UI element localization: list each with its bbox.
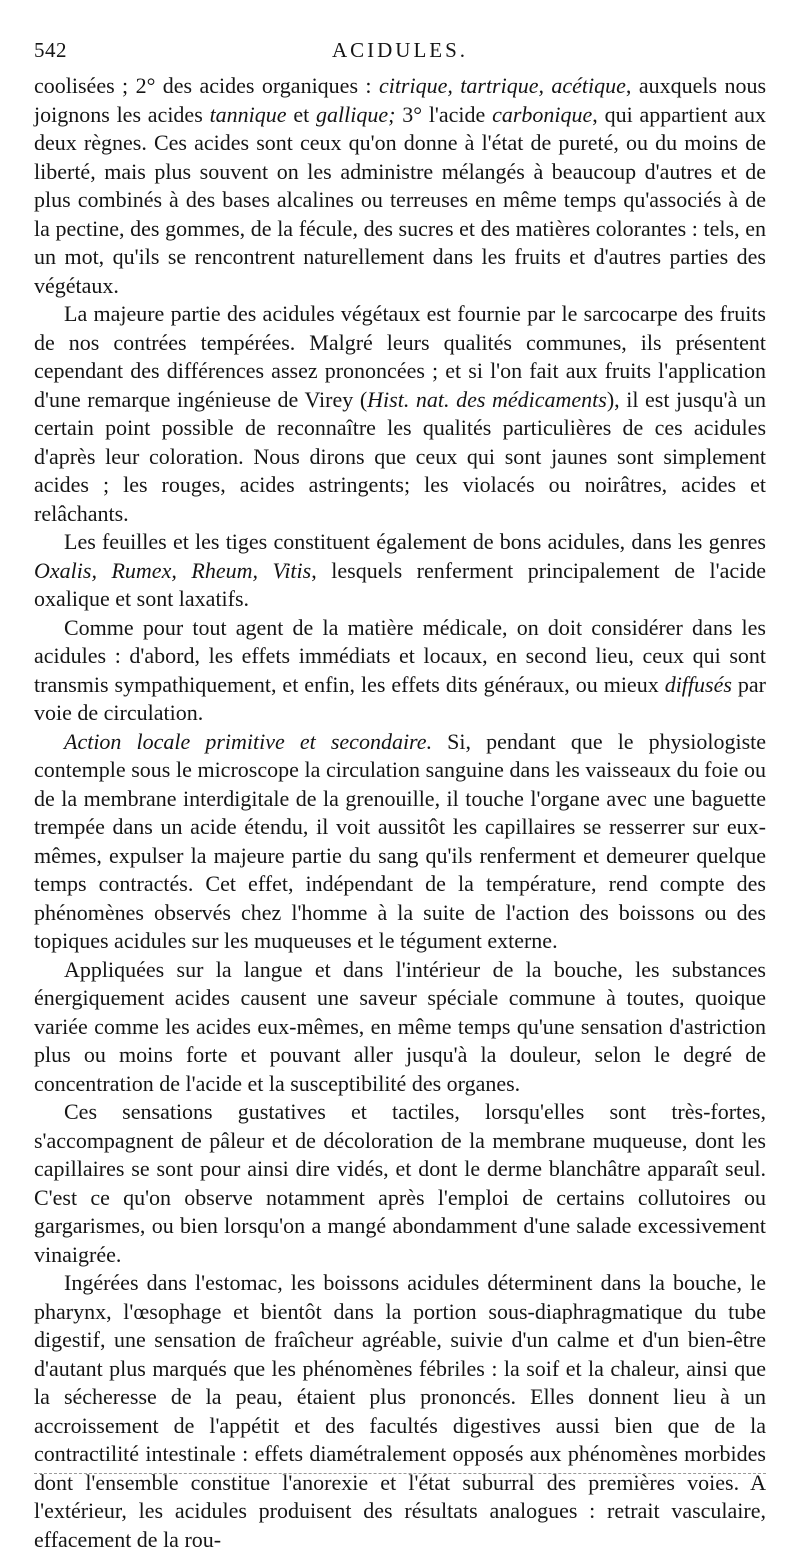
italic-run: Hist. nat. des médicaments	[367, 386, 607, 412]
page-number: 542	[34, 38, 67, 62]
text-run: Comme pour tout agent de la matière médicale, on doit considérer dans les acidules : d'abord, les effets immédiats et locaux, en second lieu, ceux qui sont transmis sympathiquement, et enfin, les effets dits généraux, ou mieux	[34, 614, 766, 697]
italic-run: Action locale primitive et secondaire.	[64, 728, 433, 754]
paragraph-4	[34, 614, 766, 728]
text-run: Appliquées sur la langue et dans l'intérieur de la bouche, les substances énergiquement acides causent une saveur spéciale commune à toutes, quoique variée comme les acides eux-mêmes, en même temps qu'une sensation d'astriction plus ou moins forte et pouvant aller jusqu'à la douleur, selon le degré de concentration de l'acide et la susceptibilité des organes.	[34, 956, 766, 1096]
text-run: , lesquels renferment principalement de l'acide oxalique et sont laxatifs.	[34, 557, 766, 611]
text-run: Si, pendant que le physiologiste contemple sous le microscope la circulation sanguine dans les vaisseaux du foie ou de la membrane interdigitale de la grenouille, il touche l'organe avec une baguette trempée dans un acide étendu, il voit aussitôt les capillaires se resserrer sur eux-mêmes, expulser la majeure partie du sang qu'ils renferment et demeurer quelque temps contractés. Cet effet, indépendant de la température, rend compte des phénomènes observés chez l'homme à la suite de l'action des boissons ou des topiques acidules sur les muqueuses et le tégument externe.	[34, 728, 767, 953]
footer-divider	[34, 1473, 766, 1474]
text-run: Ingérées dans l'estomac, les boissons acidules déterminent dans la bouche, le pharynx, l'œsophage et bientôt dans la portion sous-diaphragmatique du tube digestif, une sensation de fraîcheur agréable, suivie d'un calme et d'un bien-être d'autant plus marqués que les phénomènes fébriles : la soif et la chaleur, ainsi que la sécheresse de la peau, étaient plus prononcés. Elles donnent lieu à un accroissement de l'appétit et des facultés digestives aussi bien que de la contractilité intestinale : effets diamétralement opposés aux phénomènes morbides dont l'ensemble constitue l'anorexie et l'état suburral des premières voies. A l'extérieur, les acidules produisent des résultats analogues : retrait vasculaire, effacement de la rou-	[34, 1270, 766, 1552]
paragraph-2	[34, 300, 766, 528]
paragraph-5	[34, 728, 766, 956]
text-run: par voie de circulation.	[34, 671, 766, 725]
text-run: et	[286, 101, 317, 127]
text-run: , qui appartient aux deux règnes. Ces acides sont ceux qu'on donne à l'état de pureté, ou du moins de liberté, mais plus souvent on les administre mélangés à beaucoup d'autres et de plus combinés à des bases alcalines ou terreuses en même temps qu'associés à de la pectine, des gommes, de la fécule, des sucres et des matières colorantes : tels, en un mot, qu'ils se rencontrent naturellement dans les fruits et d'autres parties des végétaux.	[34, 101, 766, 298]
body-text	[34, 72, 766, 1554]
italic-run: tannique	[209, 101, 287, 127]
text-run: Les feuilles et les tiges constituent également de bons acidules, dans les genres	[64, 529, 766, 554]
paragraph-6	[34, 956, 766, 1099]
text-run: , auxquels nous joignons les acides	[34, 73, 766, 127]
running-title: ACIDULES.	[331, 38, 469, 62]
text-run: 3° l'acide	[395, 101, 493, 127]
paragraph-8	[34, 1269, 766, 1554]
italic-run: diffusés	[664, 671, 732, 697]
paragraph-3	[34, 528, 766, 614]
italic-run: carbonique	[492, 101, 593, 127]
italic-run: Oxalis, Rumex, Rheum, Vitis	[34, 557, 312, 583]
text-run: La majeure partie des acidules végétaux est fournie par le sarcocarpe des fruits de nos contrées tempérées. Malgré leurs qualités communes, ils présentent cependant des différences assez prononcées ; et si l'on fait aux fruits l'application d'une remarque ingénieuse de Virey (	[34, 301, 766, 412]
running-head	[34, 38, 766, 72]
text-run: coolisées ; 2° des acides organiques :	[34, 73, 379, 98]
text-run: ), il est jusqu'à un certain point possible de reconnaître les qualités particulières de ces acidules d'après leur coloration. Nous dirons que ceux qui sont jaunes sont simplement acides ; les rouges, acides astringents; les violacés ou noirâtres, acides et relâchants.	[34, 386, 766, 526]
italic-run: citrique, tartrique, acétique	[378, 73, 626, 98]
text-run: Ces sensations gustatives et tactiles, lorsqu'elles sont très-fortes, s'accompagnent de pâleur et de décoloration de la membrane muqueuse, dont les capillaires se sont pour ainsi dire vidés, et dont le derme blanchâtre apparaît seul. C'est ce qu'on observe notamment après l'emploi de certains collutoires ou gargarismes, ou bien lorsqu'on a mangé abondamment d'une salade excessivement vinaigrée.	[34, 1099, 766, 1267]
paragraph-7	[34, 1098, 766, 1269]
italic-run: gallique;	[316, 101, 396, 127]
paragraph-1	[34, 72, 766, 300]
